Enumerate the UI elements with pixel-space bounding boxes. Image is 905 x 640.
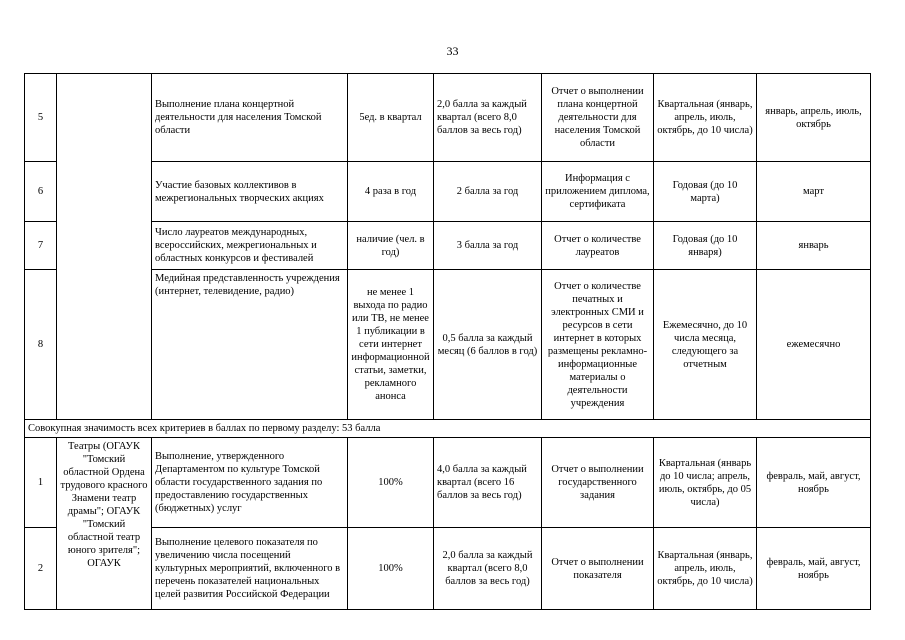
norm-cell: наличие (чел. в год) bbox=[348, 222, 434, 270]
criterion-cell: Выполнение плана концертной деятельности для населения Томской области bbox=[152, 74, 348, 162]
criterion-cell: Выполнение, утвержденного Департаментом по культуре Томской области государственного задания по предоставлению государственных (бюджетных) услуг bbox=[152, 438, 348, 528]
table-row bbox=[25, 528, 871, 610]
report-cell: Отчет о количестве печатных и электронных СМИ и ресурсов в сети интернет в которых размещены рекламно-информационные материалы о деятельности учреждения bbox=[542, 270, 654, 420]
row-number: 1 bbox=[25, 438, 57, 528]
institution-cell: Театры (ОГАУК "Томский областной Ордена трудового красного Знамени театр драмы"; ОГАУК "Томский областной театр юного зрителя"; ОГАУК bbox=[57, 438, 152, 610]
period-cell: Годовая (до 10 января) bbox=[654, 222, 757, 270]
score-cell: 4,0 балла за каждый квартал (всего 16 баллов за весь год) bbox=[434, 438, 542, 528]
criteria-table bbox=[24, 73, 871, 610]
months-cell: февраль, май, август, ноябрь bbox=[757, 528, 871, 610]
table-row bbox=[25, 438, 871, 528]
report-cell: Отчет о выполнении государственного задания bbox=[542, 438, 654, 528]
table-row bbox=[25, 162, 871, 222]
page-number: 33 bbox=[446, 44, 459, 58]
period-cell: Квартальная (январь, апрель, июль, октябрь, до 10 числа) bbox=[654, 528, 757, 610]
row-number: 8 bbox=[25, 270, 57, 420]
criterion-cell: Медийная представленность учреждения (интернет, телевидение, радио) bbox=[152, 270, 348, 420]
report-cell: Отчет о количестве лауреатов bbox=[542, 222, 654, 270]
months-cell: февраль, май, август, ноябрь bbox=[757, 438, 871, 528]
months-cell: март bbox=[757, 162, 871, 222]
summary-row bbox=[25, 420, 871, 438]
months-cell: ежемесячно bbox=[757, 270, 871, 420]
score-cell: 0,5 балла за каждый месяц (6 баллов в год) bbox=[434, 270, 542, 420]
period-cell: Квартальная (январь до 10 числа; апрель, июль, октябрь, до 05 числа) bbox=[654, 438, 757, 528]
months-cell: январь bbox=[757, 222, 871, 270]
criterion-cell: Выполнение целевого показателя по увеличению числа посещений культурных мероприятий, включенного в перечень показателей национальных целей развития Российской Федерации bbox=[152, 528, 348, 610]
norm-cell: 5ед. в квартал bbox=[348, 74, 434, 162]
score-cell: 2 балла за год bbox=[434, 162, 542, 222]
table-row bbox=[25, 74, 871, 162]
period-cell: Ежемесячно, до 10 числа месяца, следующего за отчетным bbox=[654, 270, 757, 420]
report-cell: Отчет о выполнении показателя bbox=[542, 528, 654, 610]
norm-cell: 4 раза в год bbox=[348, 162, 434, 222]
score-cell: 3 балла за год bbox=[434, 222, 542, 270]
criterion-cell: Участие базовых коллективов в межрегиональных творческих акциях bbox=[152, 162, 348, 222]
table-row bbox=[25, 222, 871, 270]
row-number: 6 bbox=[25, 162, 57, 222]
period-cell: Годовая (до 10 марта) bbox=[654, 162, 757, 222]
norm-cell: 100% bbox=[348, 528, 434, 610]
section-summary: Совокупная значимость всех критериев в баллах по первому разделу: 53 балла bbox=[25, 420, 871, 438]
criterion-cell: Число лауреатов международных, всероссийских, межрегиональных и областных конкурсов и фестивалей bbox=[152, 222, 348, 270]
report-cell: Отчет о выполнении плана концертной деятельности для населения Томской области bbox=[542, 74, 654, 162]
months-cell: январь, апрель, июль, октябрь bbox=[757, 74, 871, 162]
norm-cell: не менее 1 выхода по радио или ТВ, не менее 1 публикации в сети интернет информационной статьи, заметки, рекламного анонса bbox=[348, 270, 434, 420]
report-cell: Информация с приложением диплома, сертификата bbox=[542, 162, 654, 222]
table-row bbox=[25, 270, 871, 420]
score-cell: 2,0 балла за каждый квартал (всего 8,0 баллов за весь год) bbox=[434, 74, 542, 162]
period-cell: Квартальная (январь, апрель, июль, октябрь, до 10 числа) bbox=[654, 74, 757, 162]
row-number: 7 bbox=[25, 222, 57, 270]
row-number: 5 bbox=[25, 74, 57, 162]
row-number: 2 bbox=[25, 528, 57, 610]
score-cell: 2,0 балла за каждый квартал (всего 8,0 баллов за весь год) bbox=[434, 528, 542, 610]
norm-cell: 100% bbox=[348, 438, 434, 528]
institution-cell-empty bbox=[57, 74, 152, 420]
